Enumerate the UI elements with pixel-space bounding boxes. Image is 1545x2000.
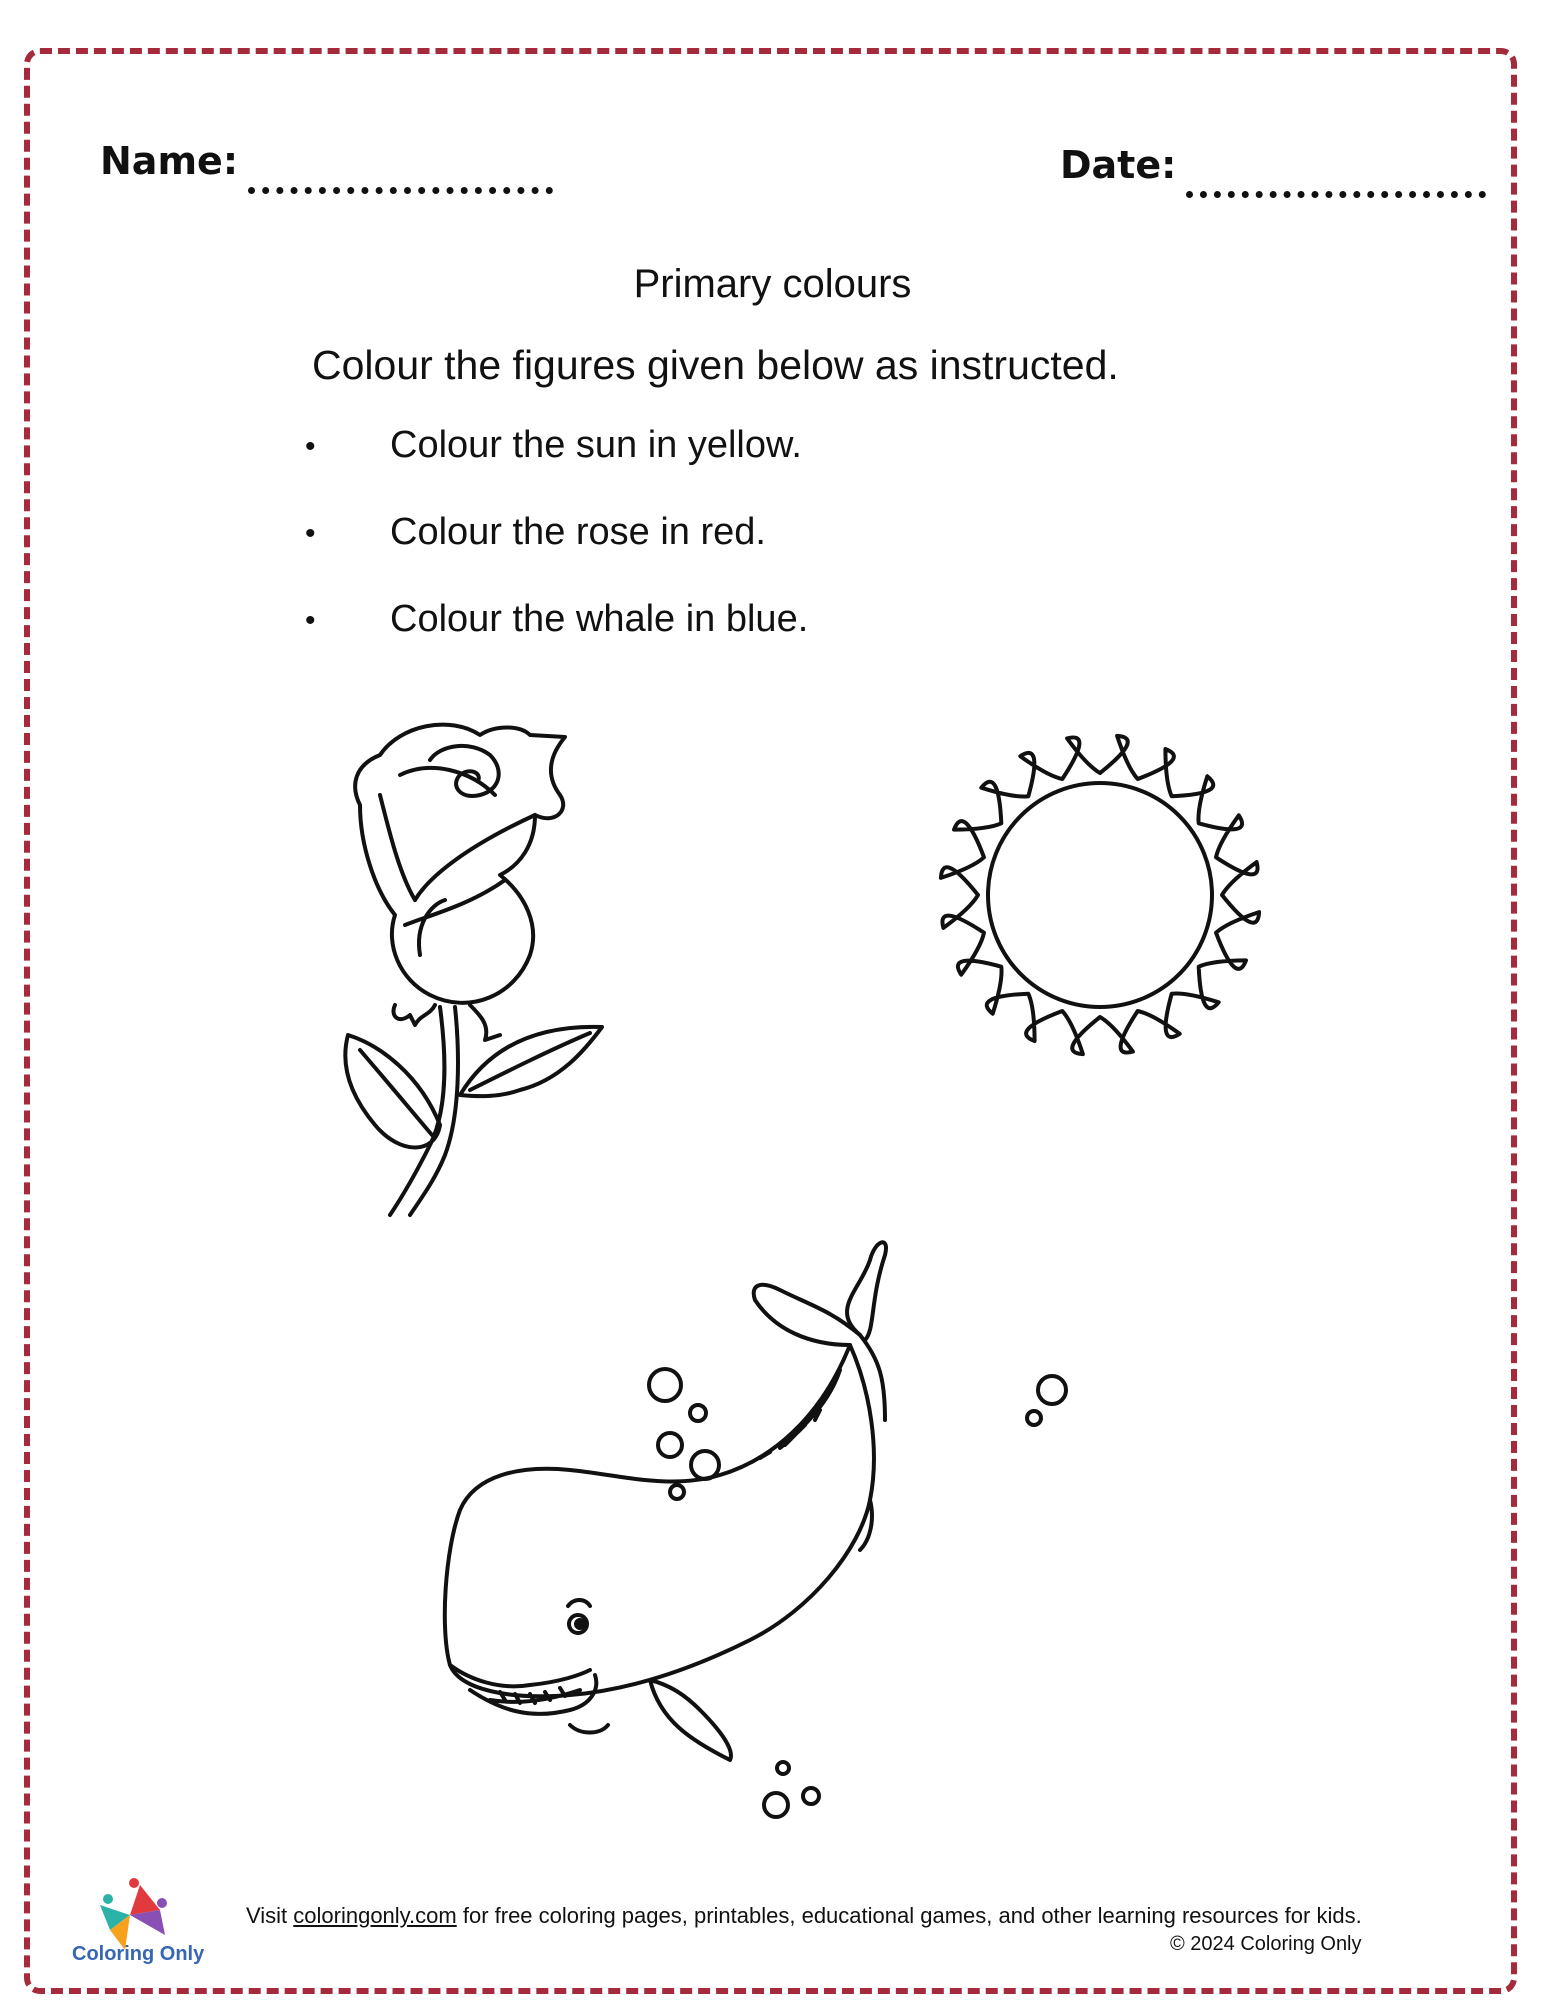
date-blank-line[interactable] bbox=[1186, 183, 1486, 198]
worksheet-title: Primary colours bbox=[633, 262, 912, 306]
logo-text: Coloring Only bbox=[72, 1943, 205, 1965]
list-item-text: Colour the whale in blue. bbox=[390, 598, 809, 640]
rose-drawing bbox=[320, 715, 690, 1220]
copyright-text: © 2024 Coloring Only bbox=[1170, 1933, 1362, 1955]
name-blank-line[interactable] bbox=[248, 179, 553, 194]
list-item bbox=[305, 598, 808, 685]
list-item bbox=[305, 424, 808, 511]
date-label: Date: bbox=[1060, 143, 1177, 187]
list-item-text: Colour the sun in yellow. bbox=[390, 424, 802, 466]
list-item-text: Colour the rose in red. bbox=[390, 511, 766, 553]
website-link[interactable]: coloringonly.com bbox=[293, 1903, 457, 1928]
whale-drawing bbox=[430, 1220, 1115, 1830]
list-item bbox=[305, 511, 808, 598]
bullet-icon: • bbox=[305, 430, 316, 463]
sun-drawing bbox=[935, 730, 1265, 1060]
name-label: Name: bbox=[100, 139, 239, 183]
date-field bbox=[1060, 143, 1486, 187]
instruction-text: Colour the figures given below as instructed. bbox=[312, 342, 1119, 388]
footer-text bbox=[246, 1900, 1426, 1931]
bullet-icon: • bbox=[305, 604, 316, 637]
footer-text-after: for free coloring pages, printables, educational games, and other learning resources for kids. bbox=[456, 1903, 1362, 1928]
footer-text-before: Visit bbox=[246, 1903, 294, 1928]
name-field bbox=[100, 139, 553, 183]
instruction-list bbox=[305, 424, 808, 685]
bullet-icon: • bbox=[305, 517, 316, 550]
